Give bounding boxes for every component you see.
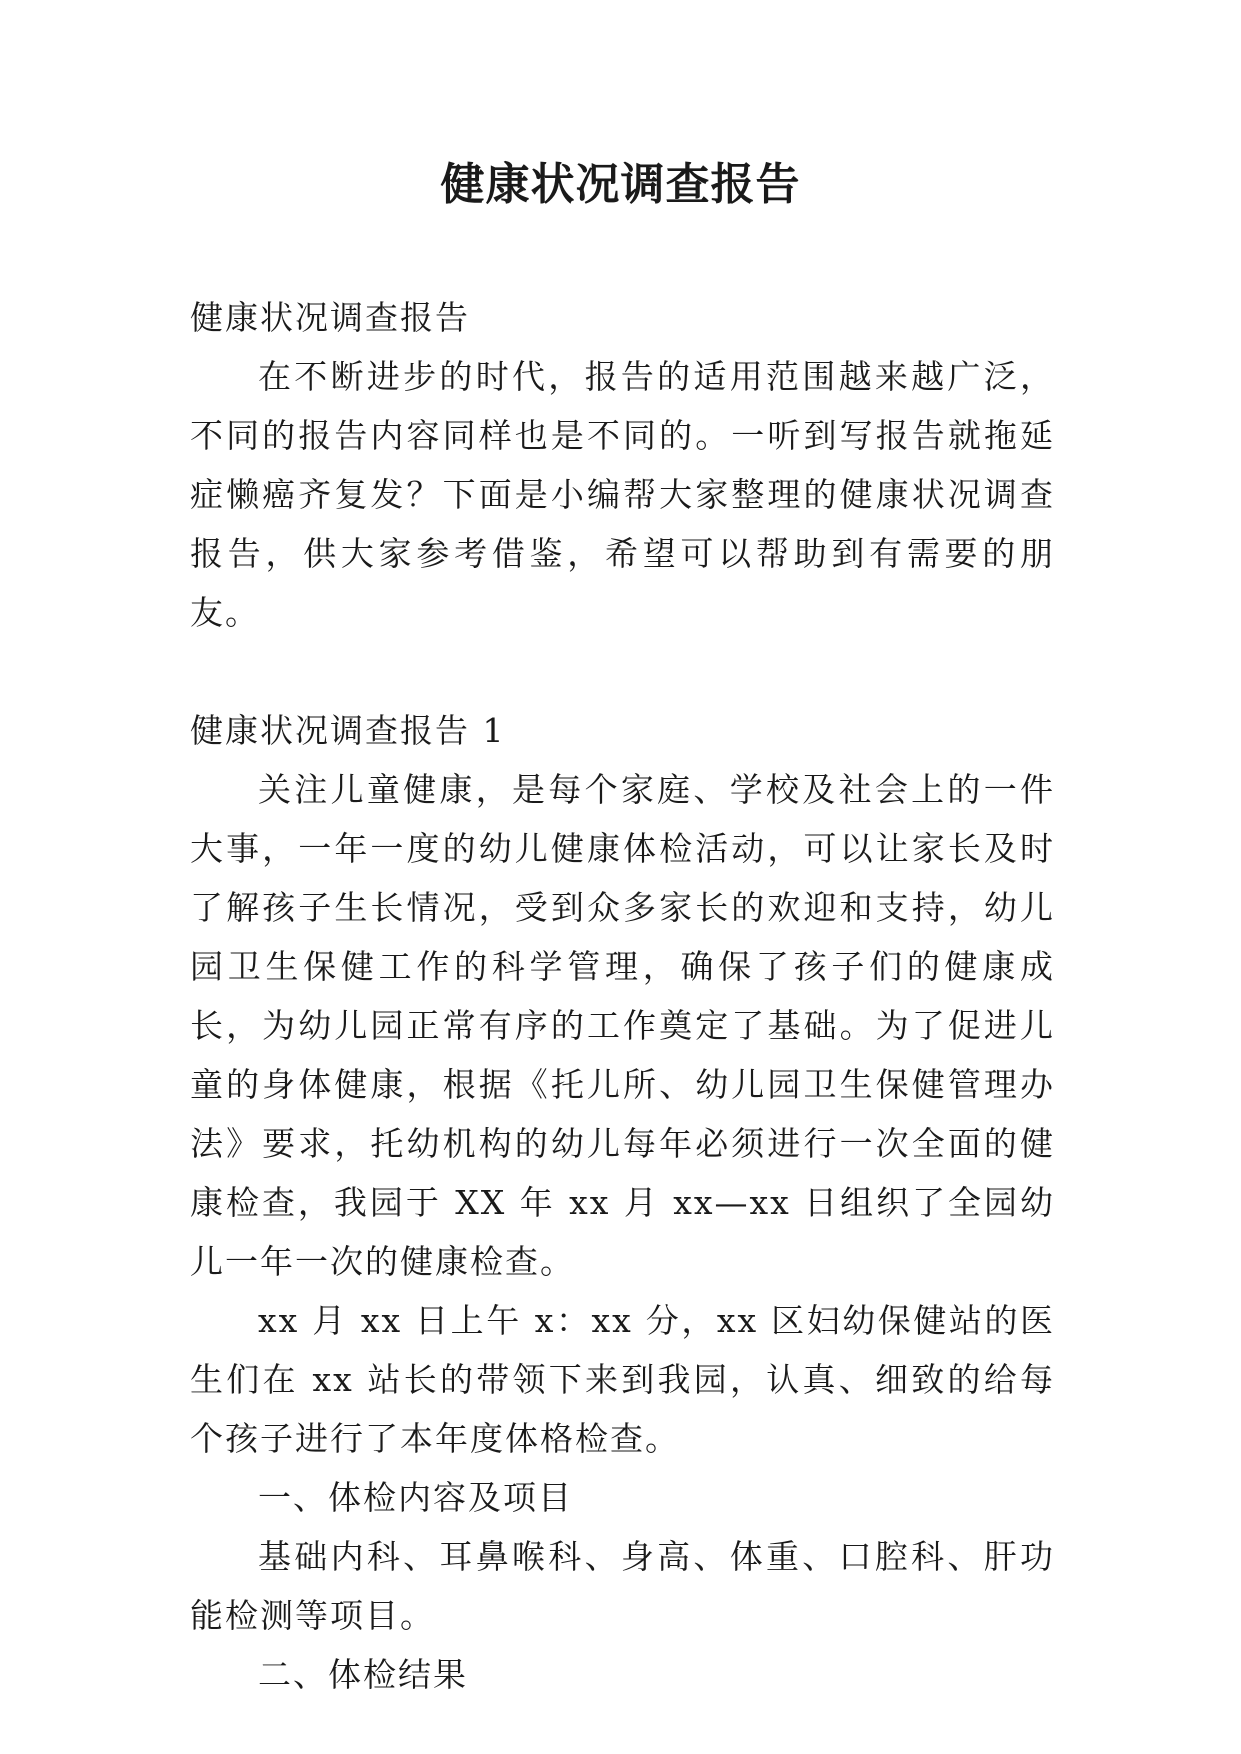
- paragraph-spacer: [190, 642, 1055, 701]
- page-title: 健康状况调查报告: [440, 159, 801, 210]
- section-heading-exam-items: 一、体检内容及项目: [258, 1478, 573, 1517]
- report1-paragraph-3: 基础内科、耳鼻喉科、身高、体重、口腔科、肝功能检测等项目。: [190, 1537, 1055, 1635]
- report1-paragraph-1: 关注儿童健康，是每个家庭、学校及社会上的一件大事，一年一度的幼儿健康体检活动，可以让家长及时了解孩子生长情况，受到众多家长的欢迎和支持，幼儿园卫生保健工作的科学管理，确保了孩子们的健康成长，为幼儿园正常有序的工作奠定了基础。为了促进儿童的身体健康，根据《托儿所、幼儿园卫生保健管理办法》要求，托幼机构的幼儿每年必须进行一次全面的健康检查，我园于 XX 年 xx 月 xx—xx 日组织了全园幼儿一年一次的健康检查。: [190, 770, 1055, 1281]
- report1-paragraph-2: xx 月 xx 日上午 x：xx 分，xx 区妇幼保健站的医生们在 xx 站长的带领下来到我园，认真、细致的给每个孩子进行了本年度体格检查。: [190, 1301, 1055, 1458]
- section-heading-exam-results: 二、体检结果: [258, 1655, 468, 1694]
- document-body: [190, 288, 1055, 1704]
- intro-paragraph: 在不断进步的时代，报告的适用范围越来越广泛，不同的报告内容同样也是不同的。一听到写报告就拖延症懒癌齐复发？下面是小编帮大家整理的健康状况调查报告，供大家参考借鉴，希望可以帮助到有需要的朋友。: [190, 357, 1055, 632]
- report1-heading: 健康状况调查报告 1: [190, 711, 506, 750]
- intro-heading: 健康状况调查报告: [190, 298, 470, 337]
